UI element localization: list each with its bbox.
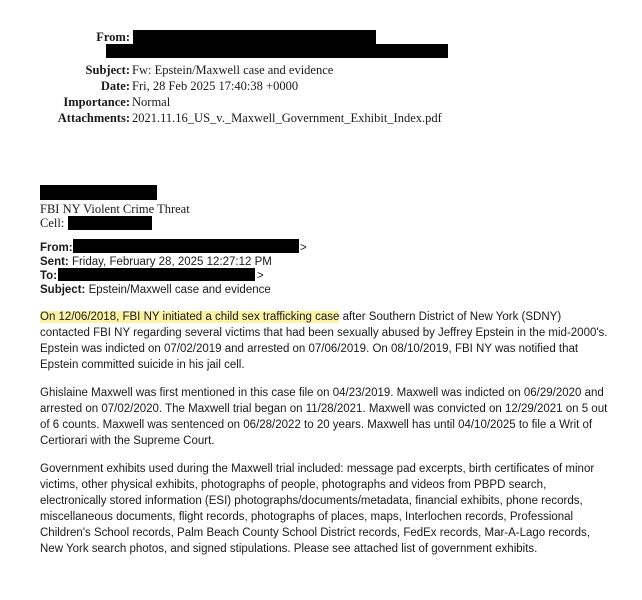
fwd-from-row — [40, 241, 73, 255]
body-paragraph-1 — [40, 309, 610, 373]
header-subject-value: Fw: Epstein/Maxwell case and evidence — [132, 63, 334, 77]
redacted-cell-number — [68, 216, 152, 230]
fwd-from-label: From: — [40, 242, 73, 254]
header-attachments-value: 2021.11.16_US_v._Maxwell_Government_Exhibit_Index.pdf — [132, 111, 442, 125]
fwd-sent-row — [40, 255, 272, 269]
signature-unit: FBI NY Violent Crime Threat — [40, 202, 190, 216]
fwd-to-row — [40, 269, 57, 283]
fwd-subject-row — [40, 283, 271, 297]
header-date-label: Date: — [100, 79, 130, 93]
body-paragraph-2: Ghislaine Maxwell was first mentioned in this case file on 04/23/2019. Maxwell was indicted on 06/29/2020 and arrested on 07/02/2020. The Maxwell trial began on 11/28/2021. Maxwell was convicted on 12/29/2021 on 5 out of 6 counts. Maxwell was sentenced on 06/28/2022 to 20 years. Maxwell has until 04/10/2025 to file a Writ of Certiorari with the Supreme Court. — [40, 387, 608, 447]
fwd-sent-value: Friday, February 28, 2025 12:27:12 PM — [71, 256, 272, 268]
fwd-to-suffix: > — [257, 270, 264, 282]
fwd-from-suffix: > — [300, 242, 307, 254]
signature-cell-label: Cell: — [40, 216, 65, 230]
fwd-to-label: To: — [40, 270, 58, 282]
header-from-label: From: — [96, 30, 130, 44]
header-date-value: Fri, 28 Feb 2025 17:40:38 +0000 — [132, 79, 299, 93]
highlighted-text: On 12/06/2018, FBI NY initiated a child sex trafficking case — [40, 311, 340, 323]
redacted-from-address — [106, 44, 448, 58]
header-attachments-label: Attachments: — [57, 111, 130, 125]
header-subject-label: Subject: — [85, 63, 130, 77]
redacted-from-name — [133, 30, 376, 44]
body-paragraph-3: Government exhibits used during the Maxwell trial included: message pad excerpts, birth certificates of minor victims, other physical exhibits, photographs of people, photographs and videos from PBPD search, electronically stored information (ESI) photographs/documents/metadata, financial exhibits, phone records, miscellaneous documents, flight records, photographs of places, maps, Interlochen records, Professional Children's School records, Palm Beach County School District records, FedEx records, Mar-A-Lago records, New York search photos, and signed stipulations. Please see attached list of government exhibits. — [40, 463, 595, 555]
header-importance-value: Normal — [132, 95, 171, 109]
fwd-subject-value: Epstein/Maxwell case and evidence — [88, 284, 271, 296]
redacted-fwd-from — [73, 239, 299, 253]
header-importance-label: Importance: — [63, 95, 130, 109]
redacted-fwd-to — [58, 268, 255, 281]
fwd-sent-label: Sent: — [40, 256, 69, 268]
paragraph-1-text: after Southern District of New York (SDNY) contacted FBI NY regarding several victims that had been sexually abused by Jeffrey Epstein in the mid-2000's. Epstein was indicted on 07/02/2019 and arrested on 07/06/2019. On 08/10/2019, FBI NY was notified that Epstein committed suicide in his jail cell. — [40, 311, 608, 371]
fwd-subject-label: Subject: — [40, 284, 86, 296]
redacted-sender-name — [40, 185, 157, 200]
